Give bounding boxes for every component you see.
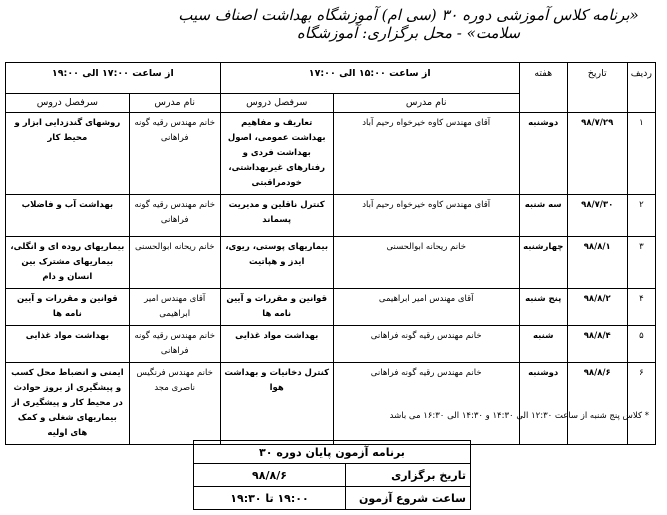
row-date: ۹۸/۸/۱ [567, 237, 627, 289]
row-topic-slot1: کنترل ناقلین و مدیریت پسماند [220, 195, 333, 237]
row-topic-slot2: قوانین و مقررات و آیین نامه ها [6, 289, 130, 326]
row-teacher-slot2: خانم مهندس رقیه گونه فراهانی [129, 195, 220, 237]
row-date: ۹۸/۸/۶ [567, 363, 627, 445]
table-row [6, 289, 656, 326]
row-topic-slot2: بهداشت آب و فاضلاب [6, 195, 130, 237]
table-row [6, 326, 656, 363]
row-weekday: شنبه [519, 326, 567, 363]
row-topic-slot1: بهداشت مواد غذایی [220, 326, 333, 363]
row-weekday: چهارشنبه [519, 237, 567, 289]
header-slot2: از ساعت ۱۷:۰۰ الی ۱۹:۰۰ [6, 63, 221, 94]
exam-date-value: ۹۸/۸/۶ [194, 464, 346, 487]
row-number: ۲ [627, 195, 655, 237]
row-topic-slot2: بیماریهای روده ای و انگلی، بیماریهای مشترک بین انسان و دام [6, 237, 130, 289]
exam-date-label: تاریخ برگزاری [346, 464, 471, 487]
row-topic-slot1: تعاریف و مفاهیم بهداشت عمومی، اصول بهداشت فردی و رفتارهای غیربهداشتی، خودمراقبتی [220, 113, 333, 195]
row-teacher-slot1: آقای مهندس کاوه خیرخواه رحیم آباد [333, 195, 519, 237]
row-date: ۹۸/۸/۴ [567, 326, 627, 363]
row-date: ۹۸/۸/۲ [567, 289, 627, 326]
row-number: ۴ [627, 289, 655, 326]
exam-table [193, 440, 471, 510]
header-date: تاریخ [567, 63, 627, 113]
header-teacher2: نام مدرس [129, 94, 220, 113]
row-teacher-slot1: خانم مهندس رقیه گونه فراهانی [333, 363, 519, 445]
exam-time-value: ۱۹:۰۰ تا ۱۹:۳۰ [194, 487, 346, 510]
header-teacher1: نام مدرس [333, 94, 519, 113]
header-radif: ردیف [627, 63, 655, 113]
row-teacher-slot2: آقای مهندس امیر ابراهیمی [129, 289, 220, 326]
table-row [6, 113, 656, 195]
row-topic-slot2: ایمنی و انضباط محل کسب و پیشگیری از بروز حوادث در محیط کار و پیشگیری از بیماریهای شغلی و کمک های اولیه [6, 363, 130, 445]
row-teacher-slot1: خانم مهندس رقیه گونه فراهانی [333, 326, 519, 363]
row-topic-slot1: کنترل دخانیات و بهداشت هوا [220, 363, 333, 445]
row-topic-slot1: قوانین و مقررات و آیین نامه ها [220, 289, 333, 326]
table-row [6, 195, 656, 237]
footnote: * کلاس پنج شنبه از ساعت ۱۲:۳۰ الی ۱۴:۳۰ و ۱۴:۳۰ الی ۱۶:۳۰ می باشد [389, 411, 649, 421]
row-number: ۶ [627, 363, 655, 445]
row-number: ۱ [627, 113, 655, 195]
row-teacher-slot2: خانم مهندس رقیه گونه فراهانی [129, 326, 220, 363]
header-weekday: هفته [519, 63, 567, 113]
row-teacher-slot2: خانم مهندس فرنگیس ناصری مجد [129, 363, 220, 445]
row-weekday: دوشنبه [519, 113, 567, 195]
row-teacher-slot2: خانم ریحانه ابوالحسنی [129, 237, 220, 289]
row-weekday: دوشنبه [519, 363, 567, 445]
exam-time-label: ساعت شروع آزمون [346, 487, 471, 510]
header-topic1: سرفصل دروس [220, 94, 333, 113]
row-number: ۵ [627, 326, 655, 363]
row-weekday: پنج شنبه [519, 289, 567, 326]
document-title: «برنامه کلاس آموزشی دوره ۳۰ (سی ام) آموزشگاه بهداشت اصناف سیب سلامت» - محل برگزاری: آموزشگاه [178, 6, 639, 42]
row-date: ۹۸/۷/۲۹ [567, 113, 627, 195]
row-number: ۳ [627, 237, 655, 289]
schedule-table [5, 62, 656, 445]
row-topic-slot1: بیماریهای پوستی، ریوی، ایدز و هپاتیت [220, 237, 333, 289]
row-teacher-slot1: آقای مهندس امیر ابراهیمی [333, 289, 519, 326]
row-topic-slot2: روشهای گندزدایی ابزار و محیط کار [6, 113, 130, 195]
row-teacher-slot1: خانم ریحانه ابوالحسنی [333, 237, 519, 289]
row-teacher-slot2: خانم مهندس رقیه گونه فراهانی [129, 113, 220, 195]
header-slot1: از ساعت ۱۵:۰۰ الی ۱۷:۰۰ [220, 63, 519, 94]
row-weekday: سه شنبه [519, 195, 567, 237]
row-date: ۹۸/۷/۳۰ [567, 195, 627, 237]
header-topic2: سرفصل دروس [6, 94, 130, 113]
table-row [6, 237, 656, 289]
table-row [6, 363, 656, 445]
exam-title: برنامه آزمون پایان دوره ۳۰ [194, 441, 471, 464]
row-topic-slot2: بهداشت مواد غذایی [6, 326, 130, 363]
row-teacher-slot1: آقای مهندس کاوه خیرخواه رحیم آباد [333, 113, 519, 195]
